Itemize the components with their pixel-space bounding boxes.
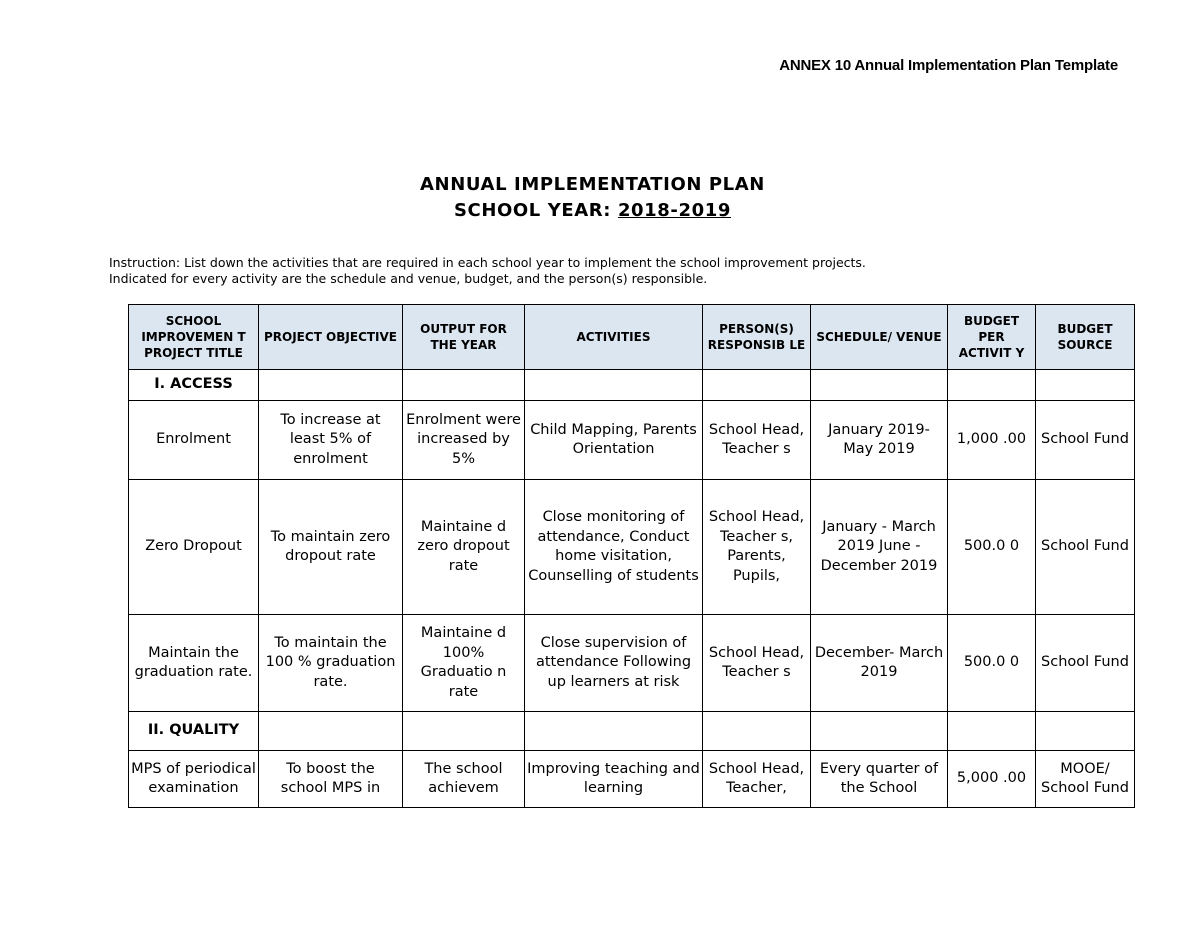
empty-cell bbox=[525, 370, 703, 401]
empty-cell bbox=[403, 712, 525, 751]
empty-cell bbox=[259, 370, 403, 401]
section-label: II. QUALITY bbox=[129, 712, 259, 751]
empty-cell bbox=[1036, 370, 1135, 401]
section-label: I. ACCESS bbox=[129, 370, 259, 401]
table-cell: January - March 2019 June -December 2019 bbox=[811, 480, 948, 615]
table-cell: To boost the school MPS in bbox=[259, 751, 403, 808]
table-cell: 500.0 0 bbox=[948, 480, 1036, 615]
table-cell: School Fund bbox=[1036, 480, 1135, 615]
empty-cell bbox=[259, 712, 403, 751]
header-project-title: SCHOOL IMPROVEMEN T PROJECT TITLE bbox=[129, 305, 259, 370]
table-cell: The school achievem bbox=[403, 751, 525, 808]
empty-cell bbox=[811, 370, 948, 401]
table-cell: Close supervision of attendance Following up learners at risk bbox=[525, 615, 703, 712]
table-cell: Enrolment bbox=[129, 401, 259, 480]
table-cell: Child Mapping, Parents Orientation bbox=[525, 401, 703, 480]
table-cell: Maintaine d zero dropout rate bbox=[403, 480, 525, 615]
table-cell: To maintain zero dropout rate bbox=[259, 480, 403, 615]
instruction-text bbox=[109, 255, 1109, 287]
instruction-line-1: Instruction: List down the activities that are required in each school year to implement the school improvement projects. bbox=[109, 255, 866, 270]
table-cell: January 2019- May 2019 bbox=[811, 401, 948, 480]
table-cell: School Head, Teacher s bbox=[703, 401, 811, 480]
document-title bbox=[0, 172, 1185, 224]
empty-cell bbox=[403, 370, 525, 401]
empty-cell bbox=[703, 370, 811, 401]
section-row-quality bbox=[129, 712, 1135, 751]
school-year-label: SCHOOL YEAR: bbox=[453, 200, 618, 221]
table-row bbox=[129, 480, 1135, 615]
instruction-line-2: Indicated for every activity are the schedule and venue, budget, and the person(s) responsible. bbox=[109, 271, 708, 286]
table-row bbox=[129, 401, 1135, 480]
table-cell: School Fund bbox=[1036, 401, 1135, 480]
school-year-value: 2018-2019 bbox=[617, 200, 732, 221]
table-cell: School Head, Teacher s bbox=[703, 615, 811, 712]
empty-cell bbox=[1036, 712, 1135, 751]
empty-cell bbox=[525, 712, 703, 751]
table-cell: To increase at least 5% of enrolment bbox=[259, 401, 403, 480]
table-cell: 500.0 0 bbox=[948, 615, 1036, 712]
table-header-row bbox=[129, 305, 1135, 370]
header-project-objective: PROJECT OBJECTIVE bbox=[259, 305, 403, 370]
table-cell: 1,000 .00 bbox=[948, 401, 1036, 480]
table-cell: Zero Dropout bbox=[129, 480, 259, 615]
table-cell: MOOE/ School Fund bbox=[1036, 751, 1135, 808]
header-activities: ACTIVITIES bbox=[525, 305, 703, 370]
table-cell: To maintain the 100 % graduation rate. bbox=[259, 615, 403, 712]
empty-cell bbox=[948, 712, 1036, 751]
section-row-access bbox=[129, 370, 1135, 401]
header-schedule-venue: SCHEDULE/ VENUE bbox=[811, 305, 948, 370]
empty-cell bbox=[703, 712, 811, 751]
plan-title: ANNUAL IMPLEMENTATION PLAN bbox=[420, 174, 765, 195]
table-cell: School Fund bbox=[1036, 615, 1135, 712]
table-cell: School Head, Teacher, bbox=[703, 751, 811, 808]
table-cell: MPS of periodical examination bbox=[129, 751, 259, 808]
table-row bbox=[129, 751, 1135, 808]
empty-cell bbox=[948, 370, 1036, 401]
table-cell: Close monitoring of attendance, Conduct home visitation, Counselling of students bbox=[525, 480, 703, 615]
header-output: OUTPUT FOR THE YEAR bbox=[403, 305, 525, 370]
annex-header: ANNEX 10 Annual Implementation Plan Template bbox=[779, 57, 1118, 74]
table-cell: 5,000 .00 bbox=[948, 751, 1036, 808]
table-cell: Maintaine d 100% Graduatio n rate bbox=[403, 615, 525, 712]
header-budget-per-activity: BUDGET PER ACTIVIT Y bbox=[948, 305, 1036, 370]
header-budget-source: BUDGET SOURCE bbox=[1036, 305, 1135, 370]
table-row bbox=[129, 615, 1135, 712]
table-cell: School Head, Teacher s, Parents, Pupils, bbox=[703, 480, 811, 615]
implementation-plan-table bbox=[128, 304, 1135, 808]
header-persons-responsible: PERSON(S) RESPONSIB LE bbox=[703, 305, 811, 370]
table-cell: Every quarter of the School bbox=[811, 751, 948, 808]
school-year bbox=[0, 198, 1185, 224]
table-cell: Improving teaching and learning bbox=[525, 751, 703, 808]
table-cell: Maintain the graduation rate. bbox=[129, 615, 259, 712]
empty-cell bbox=[811, 712, 948, 751]
table-cell: December- March 2019 bbox=[811, 615, 948, 712]
table-cell: Enrolment were increased by 5% bbox=[403, 401, 525, 480]
